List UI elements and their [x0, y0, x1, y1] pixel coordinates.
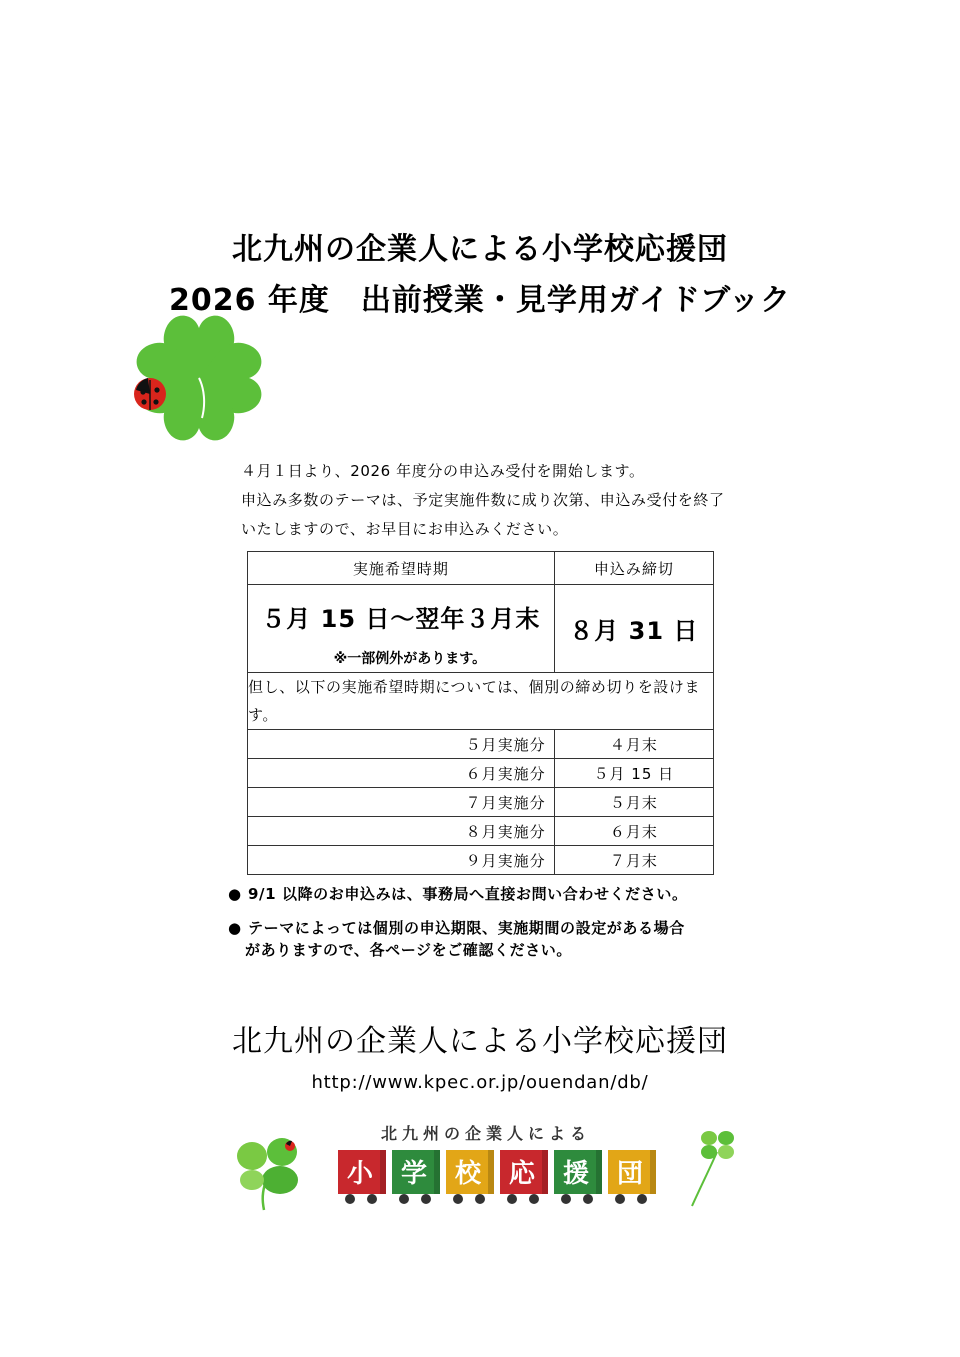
logo-wheel — [529, 1194, 539, 1204]
logo-block-char: 団 — [616, 1159, 644, 1189]
row-deadline: ４月末 — [554, 730, 713, 759]
table-row — [248, 730, 714, 759]
logo-block — [392, 1150, 440, 1204]
intro-line: いたしますので、お早目にお申込みください。 — [241, 520, 569, 538]
note-bullet — [228, 917, 685, 961]
ladybug-icon — [134, 378, 166, 410]
intro-line: 申込み多数のテーマは、予定実施件数に成り次第、申込み受付を終了 — [241, 491, 725, 509]
main-period-note: ※一部例外があります。 — [333, 651, 487, 667]
main-deadline: ８月 31 日 — [554, 585, 713, 673]
logo-caption: 北九州の企業人による — [380, 1124, 592, 1143]
row-period: ７月実施分 — [248, 788, 555, 817]
intro-line: ４月１日より、2026 年度分の申込み受付を開始します。 — [241, 462, 645, 480]
logo-wheel — [453, 1194, 463, 1204]
exception-note: 但し、以下の実施希望時期については、個別の締め切りを設けます。 — [248, 673, 714, 730]
logo-block-char: 小 — [346, 1159, 374, 1189]
footer-organization-name: 北九州の企業人による小学校応援団 — [232, 1024, 728, 1059]
logo-wheel — [615, 1194, 625, 1204]
ouendan-logo — [232, 1118, 742, 1213]
logo-block-char: 応 — [508, 1159, 536, 1189]
logo-wheel — [345, 1194, 355, 1204]
logo-wheel — [507, 1194, 517, 1204]
page-title-line-2: 2026 年度 出前授業・見学用ガイドブック — [168, 283, 792, 318]
row-deadline: ７月末 — [554, 846, 713, 875]
row-deadline: ５月末 — [554, 788, 713, 817]
bullet-icon: ● — [228, 885, 242, 903]
row-period: ９月実施分 — [248, 846, 555, 875]
logo-block — [554, 1150, 602, 1204]
table-row-exception-note — [248, 673, 714, 730]
logo-wheel — [583, 1194, 593, 1204]
row-period: ６月実施分 — [248, 759, 555, 788]
logo-wheel — [399, 1194, 409, 1204]
note-text: テーマによっては個別の申込期限、実施期間の設定がある場合 — [248, 919, 685, 937]
table-row — [248, 788, 714, 817]
column-header-period: 実施希望時期 — [248, 552, 555, 585]
logo-block-char: 校 — [454, 1159, 482, 1189]
row-period: ５月実施分 — [248, 730, 555, 759]
column-header-deadline: 申込み締切 — [554, 552, 713, 585]
table-header-row — [248, 552, 714, 585]
clover-sprout-icon — [237, 1138, 298, 1210]
logo-block — [500, 1150, 548, 1204]
logo-wheel — [421, 1194, 431, 1204]
page-title-line-1: 北九州の企業人による小学校応援団 — [232, 232, 728, 267]
clover-sprout-icon — [692, 1131, 734, 1206]
logo-wheel — [475, 1194, 485, 1204]
logo-block — [608, 1150, 656, 1204]
note-text: がありますので、各ページをご確認ください。 — [245, 941, 573, 959]
main-period-cell — [248, 585, 555, 673]
table-row — [248, 759, 714, 788]
application-schedule-table — [247, 551, 714, 875]
logo-wheel — [561, 1194, 571, 1204]
logo-block — [338, 1150, 386, 1204]
bullet-icon: ● — [228, 919, 242, 937]
logo-block-char: 学 — [400, 1159, 428, 1189]
four-leaf-clover-icon — [126, 308, 272, 450]
row-deadline: ５月 15 日 — [554, 759, 713, 788]
logo-block-char: 援 — [562, 1159, 590, 1189]
note-text: 9/1 以降のお申込みは、事務局へ直接お問い合わせください。 — [248, 885, 688, 903]
table-row — [248, 846, 714, 875]
logo-wheel — [637, 1194, 647, 1204]
note-bullet — [228, 883, 688, 905]
row-period: ８月実施分 — [248, 817, 555, 846]
table-row-main — [248, 585, 714, 673]
main-period: ５月 15 日～翌年３月末 — [261, 605, 541, 633]
logo-wheel — [367, 1194, 377, 1204]
table-row — [248, 817, 714, 846]
row-deadline: ６月末 — [554, 817, 713, 846]
footer-url-link[interactable]: http://www.kpec.or.jp/ouendan/db/ — [311, 1072, 649, 1093]
logo-blocks — [338, 1150, 656, 1204]
logo-block — [446, 1150, 494, 1204]
